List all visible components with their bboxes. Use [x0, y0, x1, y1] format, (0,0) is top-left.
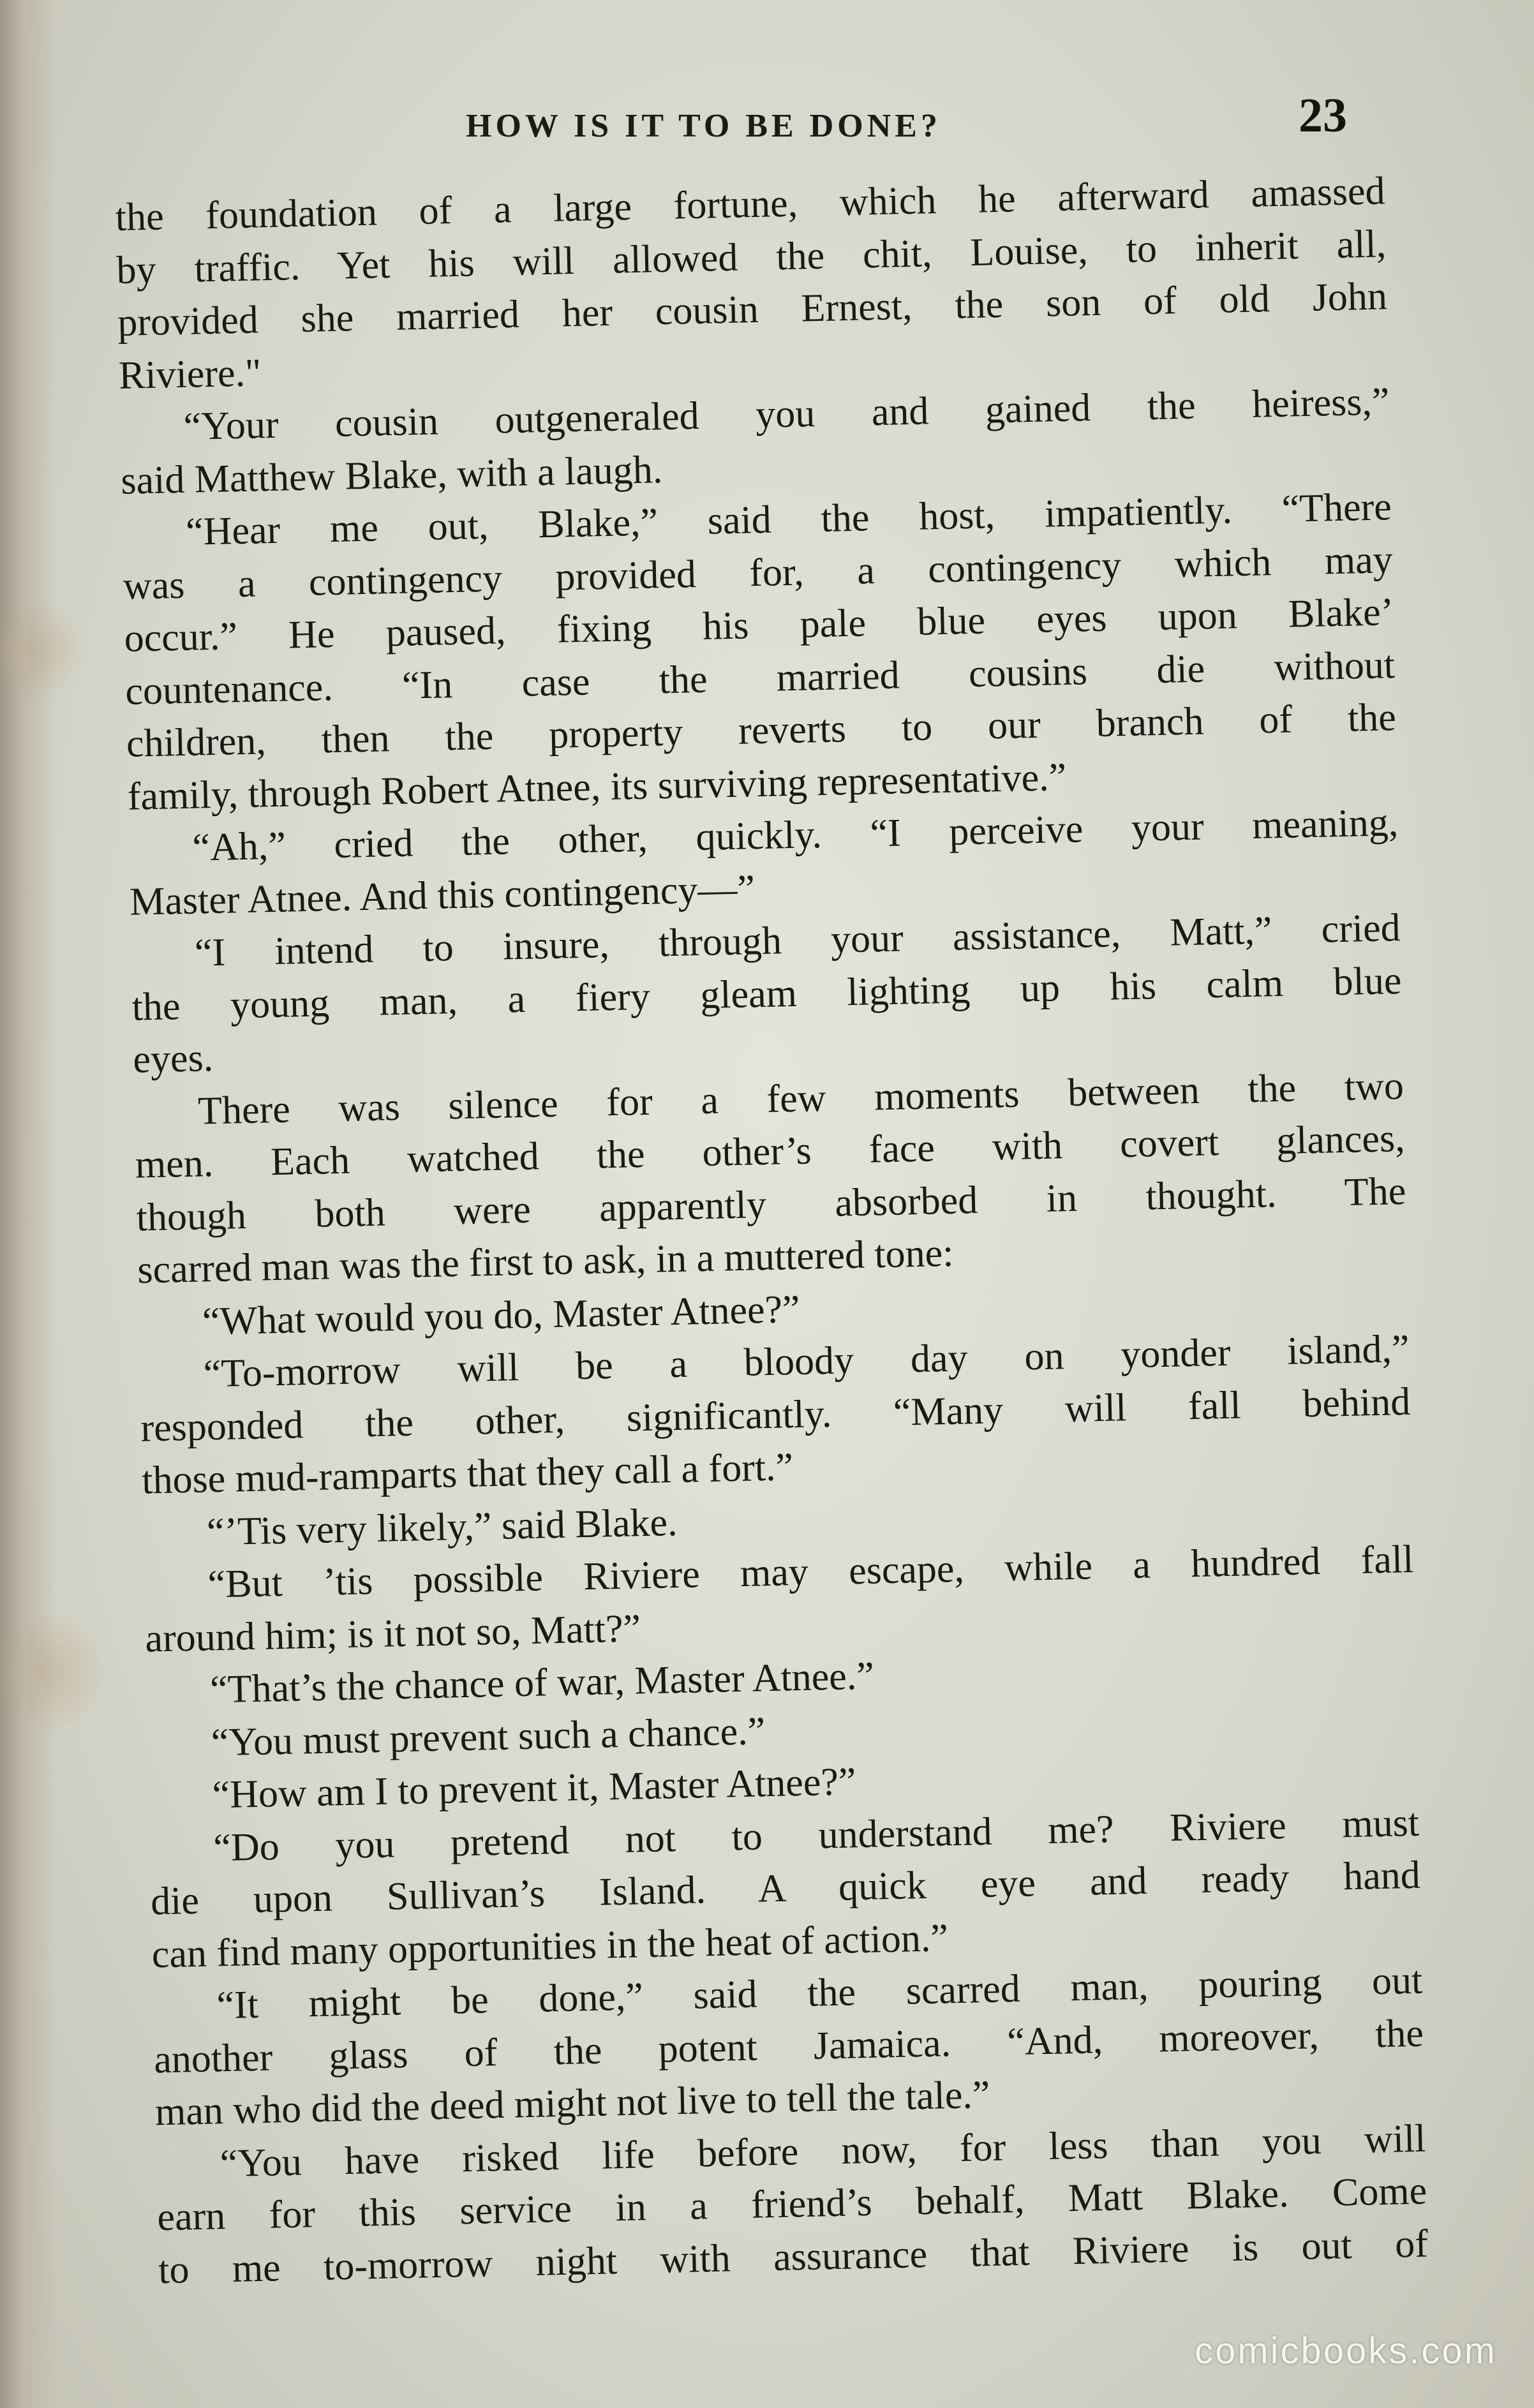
text-line: another glass of the potent Jamaica. “And, moreover, the [153, 2011, 1424, 2081]
text-line: “You have risked life before now, for less than you will [220, 2116, 1427, 2185]
text-line: said Matthew Blake, with a laugh. [120, 447, 663, 503]
text-line: around him; is it not so, Matt?” [144, 1606, 641, 1660]
text-line: “Your cousin outgeneraled you and gained the heiress,” [183, 380, 1390, 449]
text-line: children, then the property reverts to our branch of the [126, 695, 1397, 766]
text-line: “’Tis very likely,” said Blake. [206, 1500, 678, 1554]
text-line: Master Atnee. And this contingency—” [129, 866, 756, 924]
watermark: comicbooks.com [1195, 2330, 1497, 2372]
text-line: countenance. “In case the married cousins die without [124, 643, 1396, 713]
text-line: “What would you do, Master Atnee?” [202, 1287, 801, 1344]
text-line: “That’s the chance of war, Master Atnee.” [209, 1654, 875, 1712]
text-line: “Ah,” cried the other, quickly. “I perceive your meaning, [191, 801, 1399, 870]
text-line: family, through Robert Atnee, its surviving representative.” [127, 755, 1067, 819]
text-line: scarred man was the first to ask, in a muttered tone: [137, 1231, 955, 1292]
text-line: occur.” He paused, fixing his pale blue eyes upon Blake’ [123, 590, 1394, 660]
text-line: responded the other, significantly. “Many will fall behind [140, 1379, 1411, 1450]
text-line: “Do you pretend not to understand me? Riviere must [212, 1801, 1420, 1869]
text-line: by traffic. Yet his will allowed the chit, Louise, to inherit all, [115, 221, 1387, 292]
text-line: earn for this service in a friend’s behalf, Matt Blake. Come [156, 2169, 1427, 2240]
text-line: those mud-ramparts that they call a fort.” [141, 1445, 794, 1503]
page-binding-edge [0, 0, 57, 2408]
text-line: Riviere." [118, 350, 262, 398]
text-line: “Hear me out, Blake,” said the host, impatiently. “There [185, 485, 1392, 554]
page-stain [0, 600, 89, 702]
text-line: “But ’tis possible Riviere may escape, while a hundred fall [207, 1537, 1415, 1607]
text-line: “You must prevent such a chance.” [211, 1709, 766, 1764]
text-line: There was silence for a few moments between the two [197, 1064, 1404, 1133]
text-line: the young man, a fiery gleam lighting up his calm blue [131, 958, 1403, 1029]
text-line: to me to-morrow night with assurance that Riviere is out of [158, 2222, 1429, 2292]
running-header: HOW IS IT TO BE DONE? [466, 108, 941, 144]
text-line: “I intend to insure, through your assistance, Matt,” cried [194, 906, 1401, 975]
text-line: “How am I to prevent it, Master Atnee?” [211, 1760, 857, 1817]
text-line: the foundation of a large fortune, which he afterward amassed [115, 169, 1386, 239]
body-text [115, 165, 1429, 2296]
page-stain [0, 1608, 108, 1735]
text-line: die upon Sullivan’s Island. A quick eye and ready hand [150, 1853, 1421, 1924]
text-line: can find many opportunities in the heat of action.” [151, 1915, 949, 1976]
text-line: “To-morrow will be a bloody day on yonder island,” [203, 1327, 1410, 1396]
text-line: men. Each watched the other’s face with covert glances, [135, 1116, 1406, 1187]
text-line: though both were apparently absorbed in thought. The [135, 1169, 1406, 1240]
text-line: was a contingency provided for, a contingency which may [123, 537, 1394, 608]
text-line: man who did the deed might not live to tell the tale.” [154, 2072, 991, 2134]
page-number: 23 [1299, 89, 1347, 142]
text-line: provided she married her cousin Ernest, the son of old John [117, 274, 1388, 345]
text-line: eyes. [132, 1036, 214, 1081]
text-line: “It might be done,” said the scarred man, pouring out [216, 1958, 1423, 2028]
